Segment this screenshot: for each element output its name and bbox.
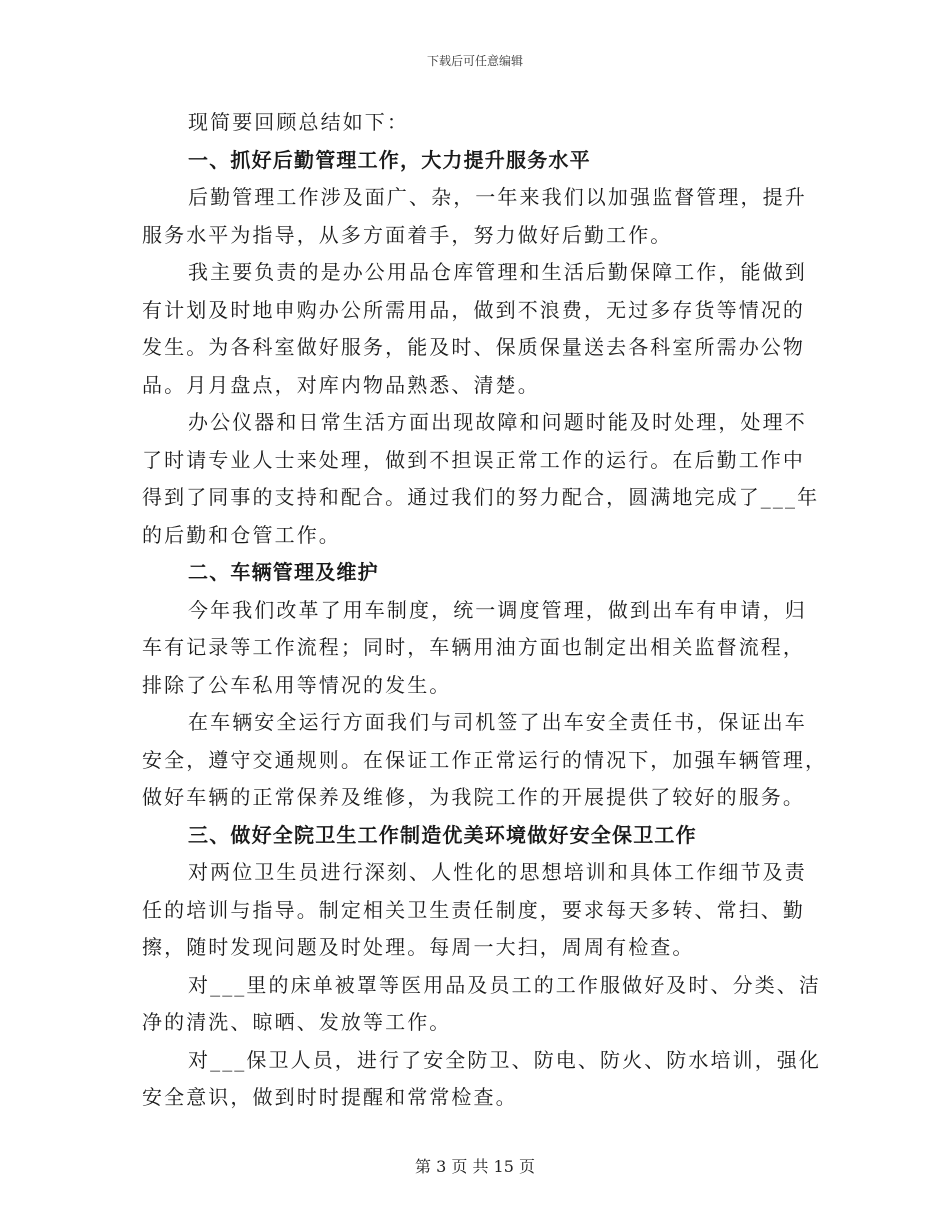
paragraph-line: 后勤管理工作涉及面广、杂，一年来我们以加强监督管理，提升	[188, 185, 807, 209]
paragraph-line: 安全，遵守交通规则。在保证工作正常运行的情况下，加强车辆管理，	[142, 747, 828, 772]
section-heading-1: 一、抓好后勤管理工作，大力提升服务水平	[188, 147, 591, 172]
paragraph-line: 任的培训与指导。制定相关卫生责任制度，要求每天多转、常扫、勤	[142, 897, 805, 922]
paragraph-line: 我主要负责的是办公用品仓库管理和生活后勤保障工作，能做到	[188, 260, 807, 284]
paragraph-line: 对___保卫人员，进行了安全防卫、防电、防火、防水培训，强化	[188, 1047, 821, 1072]
paragraph-line: 对两位卫生员进行深刻、人性化的思想培训和具体工作细节及责	[188, 860, 807, 884]
document-body	[142, 104, 828, 1117]
paragraph-line: 有计划及时地申购办公所需用品，做到不浪费，无过多存货等情况的	[142, 297, 805, 322]
paragraph-line: 对___里的床单被罩等医用品及员工的工作服做好及时、分类、洁	[188, 972, 821, 997]
section-heading-3: 三、做好全院卫生工作制造优美环境做好安全保卫工作	[188, 822, 697, 847]
paragraph-line: 做好车辆的正常保养及维修，为我院工作的开展提供了较好的服务。	[142, 785, 805, 809]
page-header-note: 下载后可任意编辑	[426, 54, 523, 68]
paragraph-line: 擦，随时发现问题及时处理。每周一大扫，周周有检查。	[142, 935, 695, 959]
paragraph-line: 排除了公车私用等情况的发生。	[142, 672, 452, 697]
paragraph-line: 安全意识，做到时时提醒和常常检查。	[142, 1085, 518, 1109]
page-number: 第 3 页 共 15 页	[415, 1157, 535, 1176]
intro-line: 现简要回顾总结如下：	[188, 110, 409, 134]
paragraph-line: 服务水平为指导，从多方面着手，努力做好后勤工作。	[142, 222, 673, 247]
paragraph-line: 办公仪器和日常生活方面出现故障和问题时能及时处理，处理不	[188, 410, 807, 434]
paragraph-line: 在车辆安全运行方面我们与司机签了出车安全责任书，保证出车	[188, 710, 807, 734]
paragraph-line: 品。月月盘点，对库内物品熟悉、清楚。	[142, 372, 540, 397]
paragraph-line: 车有记录等工作流程；同时，车辆用油方面也制定出相关监督流程，	[142, 635, 805, 659]
paragraph-line: 今年我们改革了用车制度，统一调度管理，做到出车有申请，归	[188, 597, 807, 622]
paragraph-line: 发生。为各科室做好服务，能及时、保质保量送去各科室所需办公物	[142, 335, 805, 359]
paragraph-line: 的后勤和仓管工作。	[142, 522, 341, 547]
paragraph-line: 净的清洗、晾晒、发放等工作。	[142, 1010, 452, 1034]
paragraph-line: 得到了同事的支持和配合。通过我们的努力配合，圆满地完成了___年	[142, 485, 820, 509]
section-heading-2: 二、车辆管理及维护	[188, 560, 379, 584]
paragraph-line: 了时请专业人士来处理，做到不担误正常工作的运行。在后勤工作中	[142, 447, 805, 472]
